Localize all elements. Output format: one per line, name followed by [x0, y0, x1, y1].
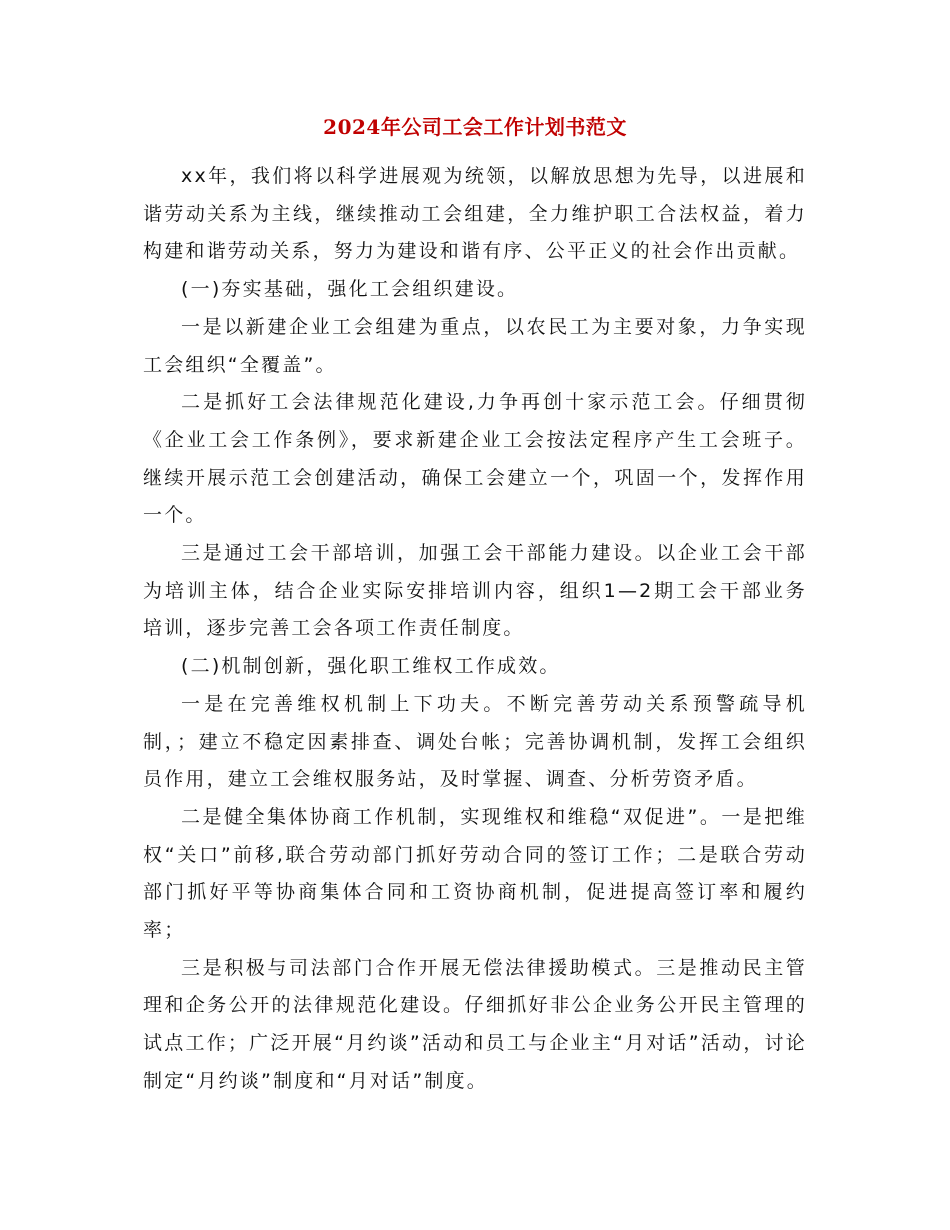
paragraph: 一是以新建企业工会组建为重点，以农民工为主要对象，力争实现工会组织“全覆盖”。 [143, 315, 807, 376]
document-title: 2024年公司工会工作计划书范文 [323, 115, 627, 139]
paragraph: 二是抓好工会法律规范化建设,力争再创十家示范工会。仔细贯彻《企业工会工作条例》，要求新建企业工会按法定程序产生工会班子。继续开展示范工会创建活动，确保工会建立一个，巩固一个，发挥作用一个。 [143, 391, 807, 527]
paragraph: 一是在完善维权机制上下功夫。不断完善劳动关系预警疏导机制，；建立不稳定因素排查、调处台帐；完善协调机制，发挥工会组织员作用，建立工会维权服务站，及时掌握、调查、分析劳资矛盾。 [143, 692, 807, 791]
paragraph: 三是通过工会干部培训，加强工会干部能力建设。以企业工会干部为培训主体，结合企业实际安排培训内容，组织1—2期工会干部业务培训，逐步完善工会各项工作责任制度。 [143, 542, 807, 640]
paragraph-intro: xx年，我们将以科学进展观为统领，以解放思想为先导，以进展和谐劳动关系为主线，继续推动工会组建，全力维护职工合法权益，着力构建和谐劳动关系，努力为建设和谐有序、公平正义的社会作出贡献。 [143, 165, 807, 263]
section-heading-1: (一)夯实基础，强化工会组织建设。 [181, 278, 519, 301]
paragraph: 二是健全集体协商工作机制，实现维权和维稳“双促进”。一是把维权“关口”前移,联合劳动部门抓好劳动合同的签订工作；二是联合劳动部门抓好平等协商集体合同和工资协商机制，促进提高签订率和履约率； [143, 805, 807, 942]
paragraph: 三是积极与司法部门合作开展无偿法律援助模式。三是推动民主管理和企务公开的法律规范化建设。仔细抓好非公企业务公开民主管理的试点工作；广泛开展“月约谈”活动和员工与企业主“月对话”活动，讨论制定“月约谈”制度和“月对话”制度。 [143, 956, 807, 1092]
document-body [143, 158, 807, 1101]
section-heading-2: (二)机制创新，强化职工维权工作成效。 [181, 655, 561, 678]
